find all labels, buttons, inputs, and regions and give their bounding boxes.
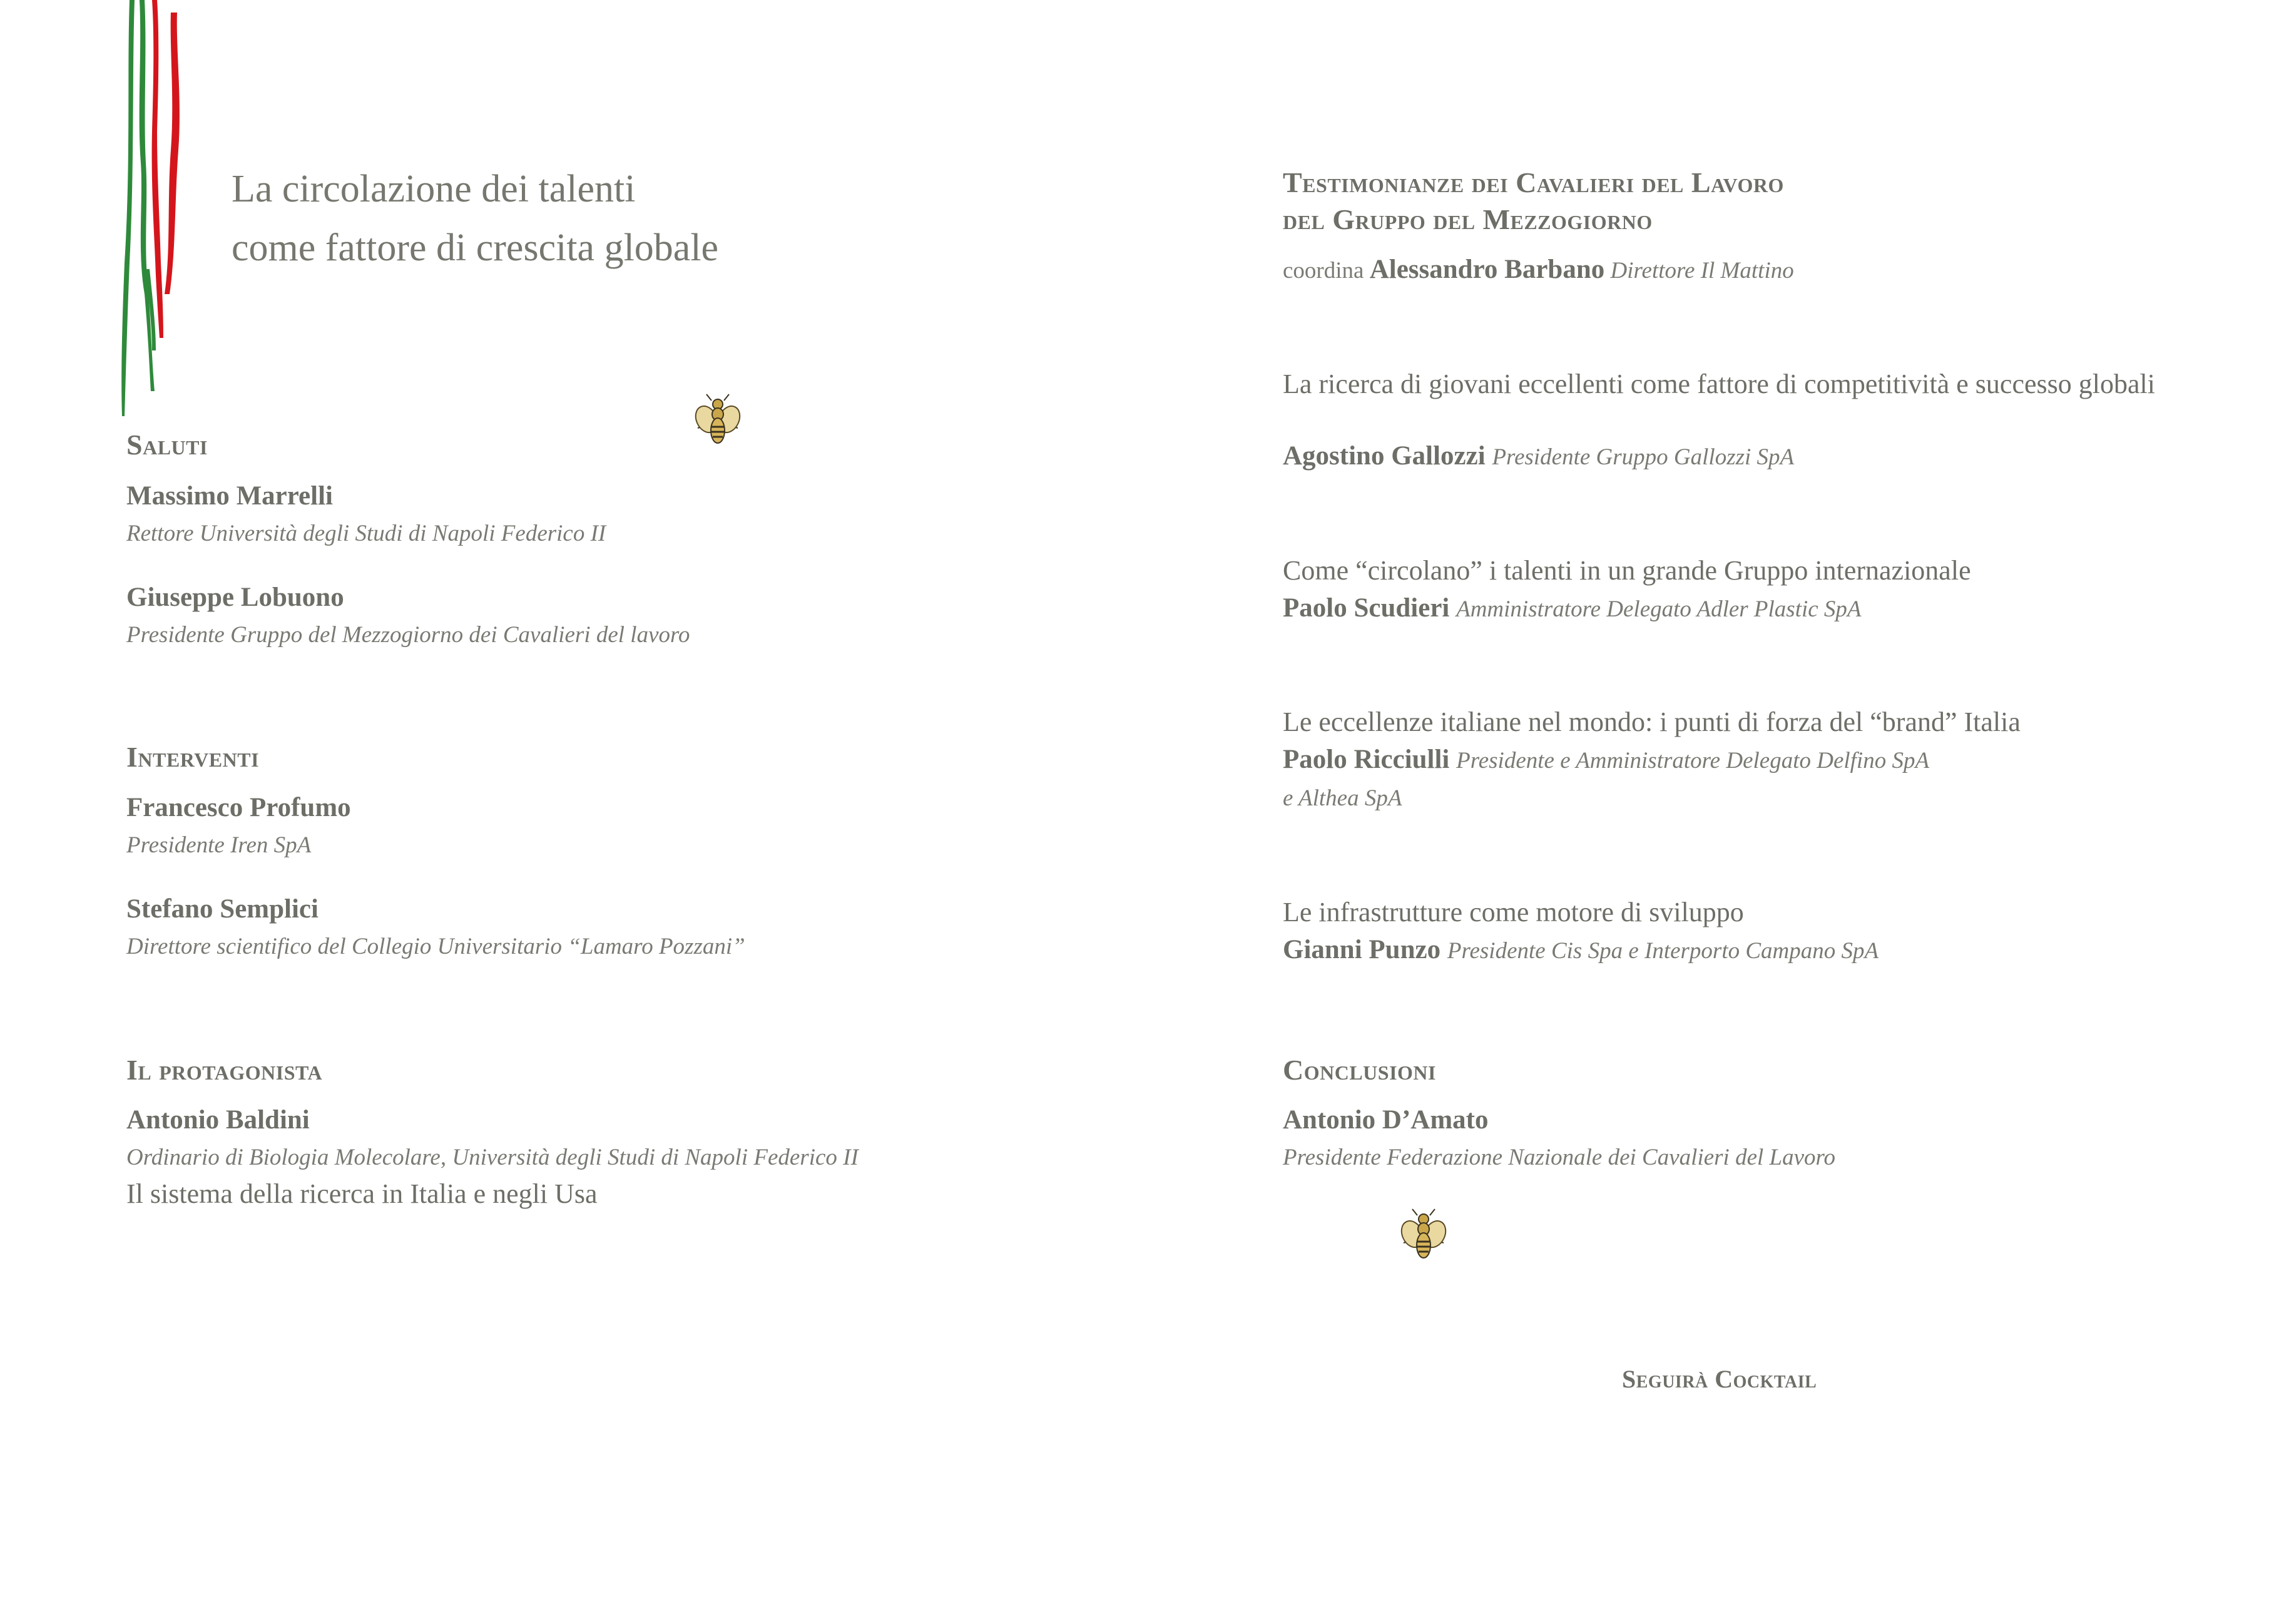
- speaker-name: Giuseppe Lobuono: [126, 583, 344, 612]
- speaker-name: Paolo Scudieri: [1283, 593, 1450, 623]
- speaker-name: Massimo Marrelli: [126, 481, 333, 511]
- section-conclusioni-header: Conclusioni: [1283, 1054, 1436, 1086]
- bee-icon: [693, 392, 743, 448]
- talk-speaker: [1283, 934, 1879, 965]
- section-protagonista-header: Il protagonista: [126, 1054, 323, 1086]
- talk-topic: La ricerca di giovani eccellenti come fattore di competitività e successo globali: [1283, 369, 2155, 399]
- speaker-role: Presidente Cis Spa e Interporto Campano SpA: [1447, 938, 1879, 964]
- section-interventi-header: Interventi: [126, 741, 260, 773]
- title-line-2: come fattore di crescita globale: [232, 227, 719, 269]
- speaker-role: Ordinario di Biologia Molecolare, Università degli Studi di Napoli Federico II: [126, 1145, 859, 1170]
- speaker-role: Presidente Federazione Nazionale dei Cavalieri del Lavoro: [1283, 1145, 1836, 1170]
- page-title: [232, 160, 718, 277]
- section-testimonianze-header: [1283, 164, 1784, 238]
- testimonianze-header-line-2: del Gruppo del Mezzogiorno: [1283, 203, 1653, 235]
- speaker-name: Antonio D’Amato: [1283, 1105, 1489, 1135]
- speaker-name: Gianni Punzo: [1283, 935, 1441, 964]
- speaker-name: Stefano Semplici: [126, 894, 319, 924]
- speaker-role: Amministratore Delegato Adler Plastic SpA: [1456, 596, 1862, 622]
- speaker-name: Antonio Baldini: [126, 1105, 310, 1135]
- moderator-prefix: coordina: [1283, 258, 1364, 283]
- speaker-role-continued: e Althea SpA: [1283, 785, 1402, 811]
- speaker-role: Rettore Università degli Studi di Napoli Federico II: [126, 521, 606, 546]
- moderator-name: Alessandro Barbano: [1369, 255, 1605, 284]
- speaker-role: Presidente Iren SpA: [126, 832, 312, 858]
- moderator-role: Direttore Il Mattino: [1610, 258, 1794, 283]
- title-line-1: La circolazione dei talenti: [232, 168, 636, 210]
- speaker-role: Presidente Gruppo Gallozzi SpA: [1492, 444, 1795, 470]
- talk-topic: Le eccellenze italiane nel mondo: i punti di forza del “brand” Italia: [1283, 707, 2021, 737]
- speaker-role: Presidente e Amministratore Delegato Delfino SpA: [1456, 748, 1930, 774]
- testimonianze-header-line-1: Testimonianze dei Cavalieri del Lavoro: [1283, 166, 1784, 198]
- section-saluti-header: Saluti: [126, 429, 208, 461]
- moderator-line: [1283, 254, 1794, 285]
- speaker-role: Direttore scientifico del Collegio Universitario “Lamaro Pozzani”: [126, 934, 745, 959]
- speaker-name: Paolo Ricciulli: [1283, 745, 1450, 774]
- speaker-role: Presidente Gruppo del Mezzogiorno dei Cavalieri del lavoro: [126, 622, 690, 648]
- bee-icon: [1399, 1207, 1449, 1263]
- talk-topic: Il sistema della ricerca in Italia e negli Usa: [126, 1178, 598, 1209]
- speaker-name: Agostino Gallozzi: [1283, 441, 1486, 471]
- talk-topic: Le infrastrutture come motore di sviluppo: [1283, 897, 1744, 927]
- talk-topic: Come “circolano” i talenti in un grande Gruppo internazionale: [1283, 555, 1971, 586]
- talk-speaker: [1283, 441, 1794, 471]
- talk-speaker: [1283, 593, 1862, 623]
- closing-note: Seguirà Cocktail: [1622, 1365, 1817, 1393]
- speaker-name: Francesco Profumo: [126, 793, 351, 822]
- flag-ribbon-icon: [116, 0, 185, 419]
- talk-speaker: [1283, 744, 1929, 775]
